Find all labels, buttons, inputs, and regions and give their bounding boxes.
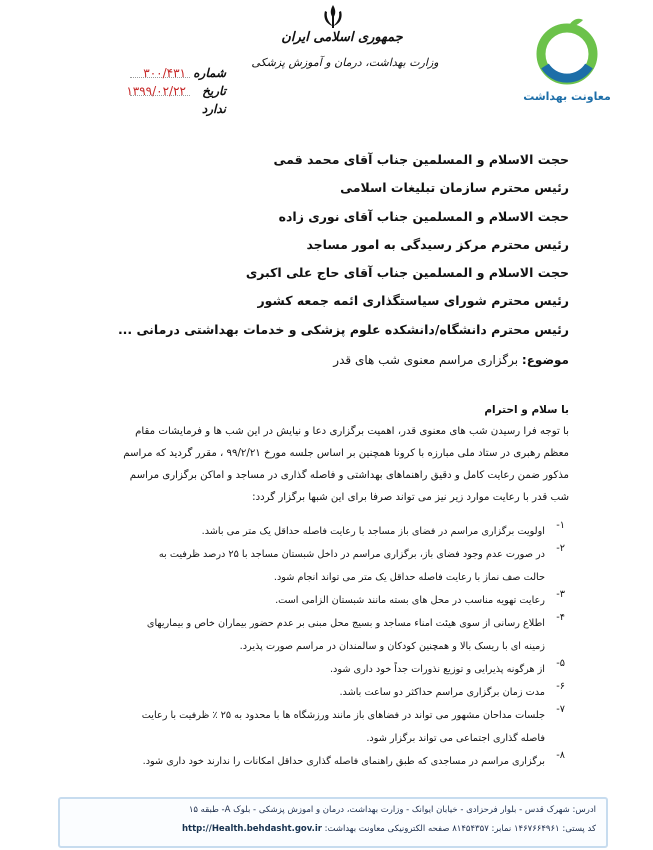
recipient-line: حجت الاسلام و المسلمین جناب آقای محمد قمی	[273, 152, 569, 167]
intro-line: با توجه فرا رسیدن شب های معنوی قدر، اهمیت برگزاری دعا و نیایش در این شب ها و فرمایشات مقام	[135, 426, 569, 437]
recipient-line: حجت الاسلام و المسلمین جناب آقای نوری زاده	[278, 208, 569, 224]
intro-paragraph	[100, 421, 569, 509]
letter-meta	[96, 66, 226, 120]
item-text: جلسات مداحان مشهور می تواند در فضاهای باز مانند ورزشگاه ها با محدود به ۲۵ ٪ ظرفیت با رعایت	[141, 710, 545, 721]
item-text: فاصله گذاری اجتماعی می تواند برگزار شود.	[366, 733, 545, 744]
item-text: مدت زمان برگزاری مراسم حداکثر دو ساعت باشد.	[339, 687, 545, 698]
item-number: ۶-	[556, 681, 565, 692]
footer-address: آدرس: شهرک قدس - بلوار فرحزادی - خیابان ایوانک - وزارت بهداشت، درمان و آموزش پزشکی - بلوک A- طبقه ۱۵	[188, 805, 596, 815]
item-number: ۴-	[556, 612, 565, 623]
number-label: شماره	[193, 66, 226, 80]
meta-number-row	[96, 66, 226, 84]
item-text: رعایت تهویه مناسب در محل های بسته مانند شبستان الزامی است.	[275, 595, 545, 606]
intro-line: شب قدر با رعایت موارد زیر نیز می تواند صرفا برای این شبها برگزار گردد:	[252, 492, 569, 503]
footer-contact	[70, 824, 596, 834]
list-item	[100, 681, 565, 704]
recipient-line: رئیس محترم مرکز رسیدگی به امور مساجد	[306, 236, 569, 252]
list-item	[100, 658, 565, 681]
health-deputy-logo	[517, 14, 617, 110]
subject-label: موضوع:	[521, 353, 569, 367]
subject-line	[100, 350, 569, 370]
recipient-line: رئیس محترم سازمان تبلیغات اسلامی	[340, 180, 569, 196]
header-country: جمهوری اسلامی ایران	[281, 30, 403, 45]
guideline-list	[100, 520, 565, 773]
recipient-line: رئیس محترم دانشگاه/دانشکده علوم پزشکی و خدمات بهداشتی درمانی ...	[117, 321, 569, 337]
item-text: در صورت عدم وجود فضای باز، برگزاری مراسم در داخل شبستان مساجد با ۲۵ درصد ظرفیت به	[158, 549, 545, 560]
subject-text: برگزاری مراسم معنوی شب های قدر	[333, 353, 519, 367]
salutation: با سلام و احترام	[484, 404, 569, 416]
intro-line: مذکور ضمن رعایت کامل و دقیق راهنماهای بهداشتی و فاصله گذاری در مساجد و اماکن برگزاری مراسم	[129, 470, 569, 481]
item-text: از هرگونه پذیرایی و توزیع نذورات جداً خود داری شود.	[329, 664, 545, 675]
attachment-label: ندارد	[201, 102, 226, 116]
meta-date-row	[96, 84, 226, 102]
list-item	[100, 750, 565, 773]
item-text: حالت صف نماز با رعایت فاصله حداقل یک متر می تواند انجام شود.	[273, 572, 545, 583]
list-item	[100, 520, 565, 543]
recipient-line: رئیس محترم شورای سیاستگذاری ائمه جمعه کشور	[257, 293, 569, 309]
item-text: برگزاری مراسم در مساجدی که طبق راهنمای فاصله گذاری حداقل امکانات را ندارند خود داری شود.	[142, 756, 545, 767]
iran-emblem-icon	[320, 4, 346, 30]
list-item	[100, 543, 565, 589]
header-ministry: وزارت بهداشت، درمان و آموزش پزشکی	[251, 56, 439, 69]
number-value: ۳۰۰/۴۳۱	[143, 66, 186, 80]
item-number: ۷-	[556, 704, 565, 715]
recipients-list	[100, 150, 569, 348]
item-text: اولویت برگزاری مراسم در فضای باز مساجد با رعایت فاصله حداقل یک متر می باشد.	[201, 526, 545, 537]
item-number: ۲-	[556, 543, 565, 554]
footer-website-link[interactable]: http://Health.behdasht.gov.ir	[181, 824, 322, 834]
item-number: ۵-	[556, 658, 565, 669]
list-item	[100, 612, 565, 658]
list-item	[100, 704, 565, 750]
logo-text: معاونت بهداشت	[523, 90, 611, 103]
list-item	[100, 589, 565, 612]
intro-line: معظم رهبری در ستاد ملی مبارزه با کرونا همچنین بر اساس جلسه مورخ ۹۹/۲/۲۱ ، مقرر گردید که مراسم	[123, 448, 569, 459]
item-number: ۱-	[556, 520, 565, 531]
recipient-line: حجت الاسلام و المسلمین جناب آقای حاج علی اکبری	[245, 265, 569, 281]
item-text: اطلاع رسانی از سوی هیئت امناء مساجد و بسیج محل مبنی بر عدم حضور بیماران خاص و بیماریهای	[146, 618, 545, 629]
item-number: ۸-	[556, 750, 565, 761]
letterhead-footer	[58, 797, 608, 848]
footer-postal: کد پستی: ۱۴۶۷۶۶۴۹۶۱ نمابر: ۸۱۴۵۴۳۵۷ صفحه الکترونیکی معاونت بهداشت:	[324, 824, 596, 834]
date-value: ۱۳۹۹/۰۲/۲۲	[126, 84, 186, 98]
meta-attachment-row	[96, 102, 226, 120]
date-label: تاریخ	[202, 84, 226, 98]
item-text: زمینه ای با ریسک بالا و همچنین کودکان و سالمندان در مراسم صورت پذیرد.	[239, 641, 545, 652]
item-number: ۳-	[556, 589, 565, 600]
health-deputy-logo-icon	[531, 14, 603, 90]
